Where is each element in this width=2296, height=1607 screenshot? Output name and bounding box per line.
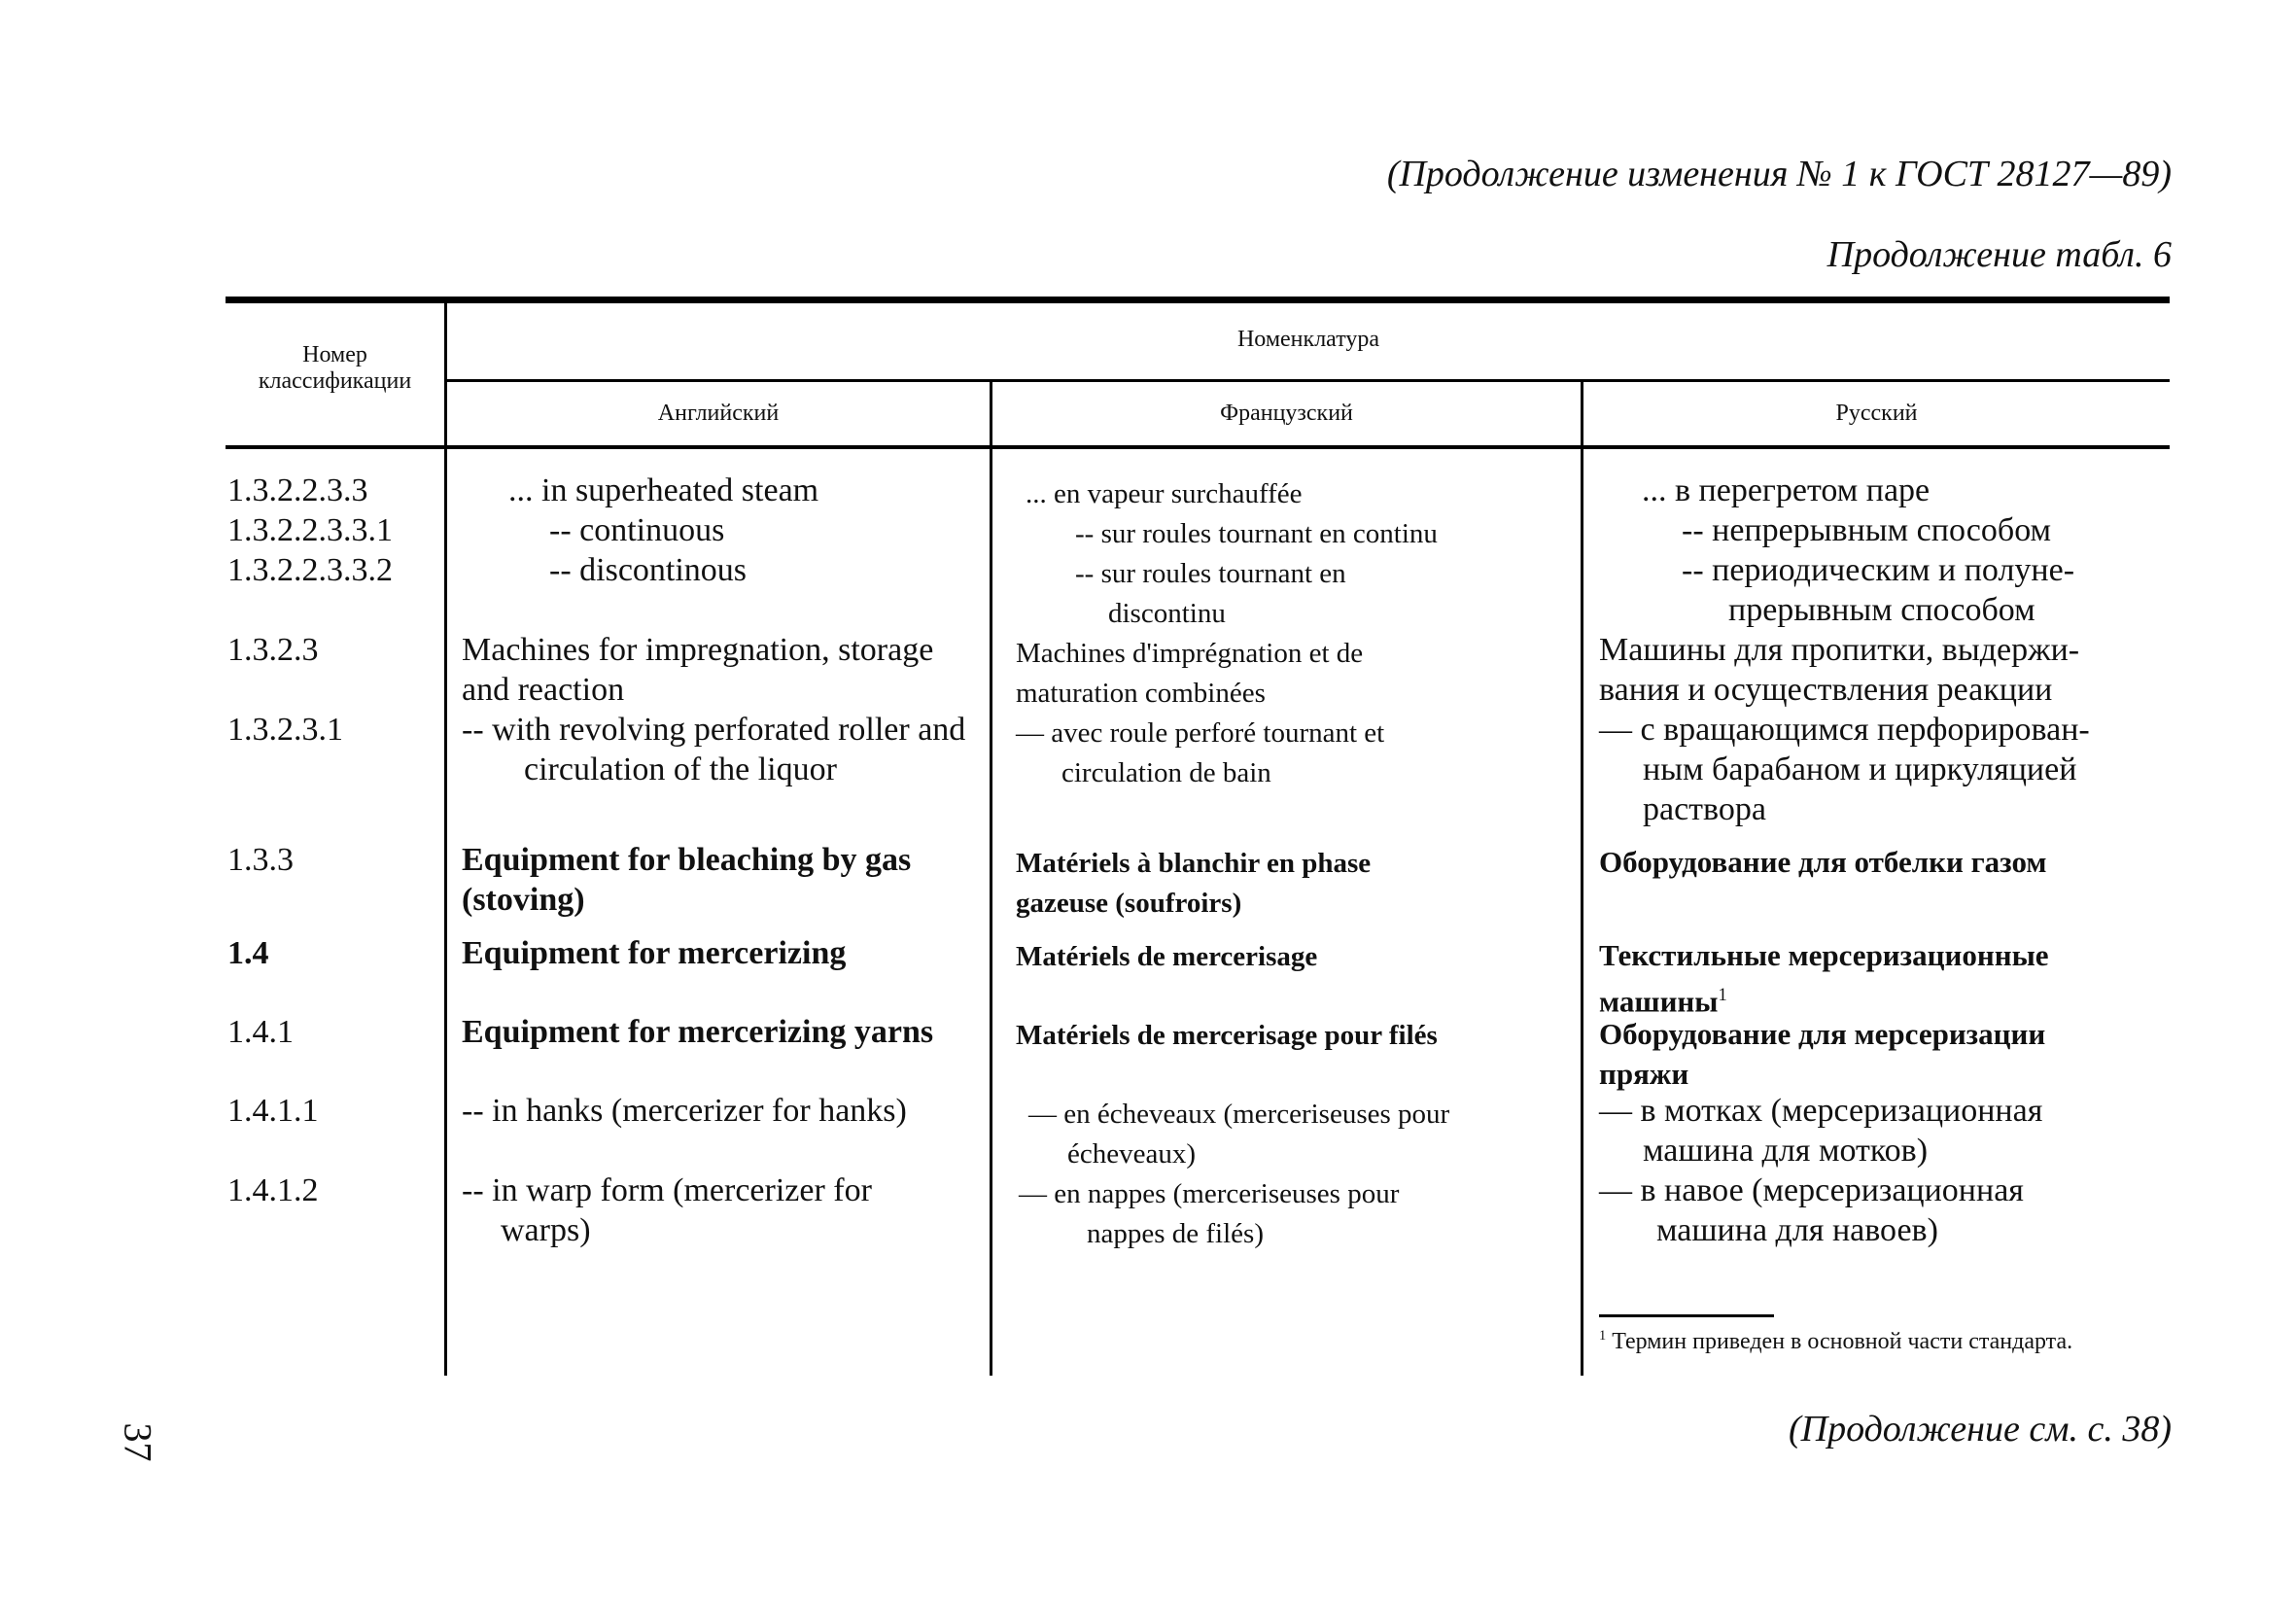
table-row-french-cont: circulation de bain [1061,757,1271,788]
table-row-french: -- sur roules tournant en continu [1075,518,1438,549]
continuation-note: (Продолжение изменения № 1 к ГОСТ 28127—89) [1386,154,2172,194]
table-row-french-cont: discontinu [1108,598,1226,629]
column-header-nomenclature: Номенклатура [1236,327,1380,352]
table-row-russian: — с вращающимся перфорирован- [1599,712,2090,748]
table-row-french-cont: nappes de filés) [1087,1218,1264,1249]
table-row-code: 1.3.2.2.3.3 [227,472,368,508]
table-row-russian-cont: раствора [1643,791,1766,827]
table-row-english: -- continuous [549,512,725,548]
table-row-russian-cont: машина для навоев) [1656,1212,1938,1248]
table-row-russian: Оборудование для мерсеризации [1599,1017,2046,1051]
table-row-french: ... en vapeur surchauffée [1026,478,1303,509]
table-row-russian: -- периодическим и полуне- [1682,552,2075,588]
table-row-code: 1.3.2.2.3.3.1 [227,512,393,548]
table-row-russian: -- непрерывным способом [1682,512,2052,548]
table-row-english: ... in superheated steam [508,472,819,508]
column-header-french: Французский [1220,401,1353,426]
table-row-english-cont: and reaction [462,672,625,708]
table-row-english: Equipment for mercerizing yarns [462,1014,934,1050]
table-row-code: 1.4.1.1 [227,1093,319,1129]
table-row-russian-cont-text: машины [1599,984,1719,1019]
table-row-english-cont: circulation of the liquor [524,751,837,787]
table-row-russian: Машины для пропитки, выдержи- [1599,632,2080,668]
table-row-code: 1.3.2.2.3.3.2 [227,552,393,588]
footnote-mark: 1 [1599,1328,1607,1344]
table-row-french-cont: gazeuse (soufroirs) [1016,888,1242,919]
header-bottom-rule [226,445,2170,449]
table-row-english: Equipment for bleaching by gas [462,842,912,878]
table-row-french-cont: maturation combinées [1016,678,1266,709]
table-row-code: 1.4 [227,935,269,971]
table-row-french: Matériels à blanchir en phase [1016,848,1372,879]
table-row-french: Machines d'imprégnation et de [1016,638,1364,669]
table-row-french: Matériels de mercerisage [1016,941,1318,972]
table-row-russian-cont: пряжи [1599,1057,1689,1091]
table-row-english: Machines for impregnation, storage [462,632,934,668]
table-row-russian: — в навое (мерсеризационная [1599,1172,2024,1208]
column-divider-french [1581,380,1583,1376]
table-top-rule [226,297,2170,303]
table-row-code: 1.3.2.3.1 [227,712,343,748]
table-continuation-label: Продолжение табл. 6 [1826,234,2172,275]
footnote [1599,1328,2072,1355]
footnote-separator [1599,1314,1774,1317]
table-row-french-cont: écheveaux) [1067,1138,1197,1170]
table-row-russian: Оборудование для отбелки газом [1599,845,2047,879]
column-header-number [226,342,444,395]
page-continuation-note: (Продолжение см. с. 38) [1788,1409,2172,1450]
table-row-russian-cont: ным барабаном и циркуляцией [1643,751,2077,787]
column-header-russian: Русский [1835,401,1918,426]
table-row-russian: Текстильные мерсеризационные [1599,938,2049,972]
column-header-english: Английский [657,401,780,426]
footnote-reference: 1 [1718,985,1727,1005]
table-row-english: -- discontinous [549,552,748,588]
table-row-english: -- in hanks (mercerizer for hanks) [462,1093,907,1129]
table-row-french: — en nappes (merceriseuses pour [1019,1178,1400,1209]
table-row-english-cont: (stoving) [462,882,585,918]
table-row-russian: ... в перегретом паре [1642,472,1931,508]
nomenclature-subheader-rule [445,379,2170,382]
table-row-french: — en écheveaux (merceriseuses pour [1028,1099,1450,1130]
table-row-code: 1.3.2.3 [227,632,319,668]
column-divider-english [990,380,992,1376]
table-row-french: — avec roule perforé tournant et [1016,717,1385,749]
footnote-text: Термин приведен в основной части стандарта. [1612,1329,2073,1354]
page-number: 37 [116,1422,160,1462]
table-row-french: Matériels de mercerisage pour filés [1016,1020,1438,1051]
table-row-code: 1.4.1.2 [227,1172,319,1208]
table-row-english: Equipment for mercerizing [462,935,847,971]
table-row-russian-cont: вания и осуществления реакции [1599,672,2053,708]
table-row-english: -- with revolving perforated roller and [462,712,966,748]
table-row-code: 1.4.1 [227,1014,294,1050]
table-row-french: -- sur roules tournant en [1075,558,1346,589]
column-header-number-line2: классификации [258,368,412,394]
table-row-russian: — в мотках (мерсеризационная [1599,1093,2043,1129]
table-row-english: -- in warp form (mercerizer for [462,1172,872,1208]
table-row-code: 1.3.3 [227,842,294,878]
column-divider-number [444,300,447,1376]
table-row-english-cont: warps) [501,1212,591,1248]
column-header-number-line1: Номер [302,342,367,367]
table-row-russian-cont: машина для мотков) [1643,1133,1929,1169]
table-row-russian-cont: прерывным способом [1728,592,2035,628]
